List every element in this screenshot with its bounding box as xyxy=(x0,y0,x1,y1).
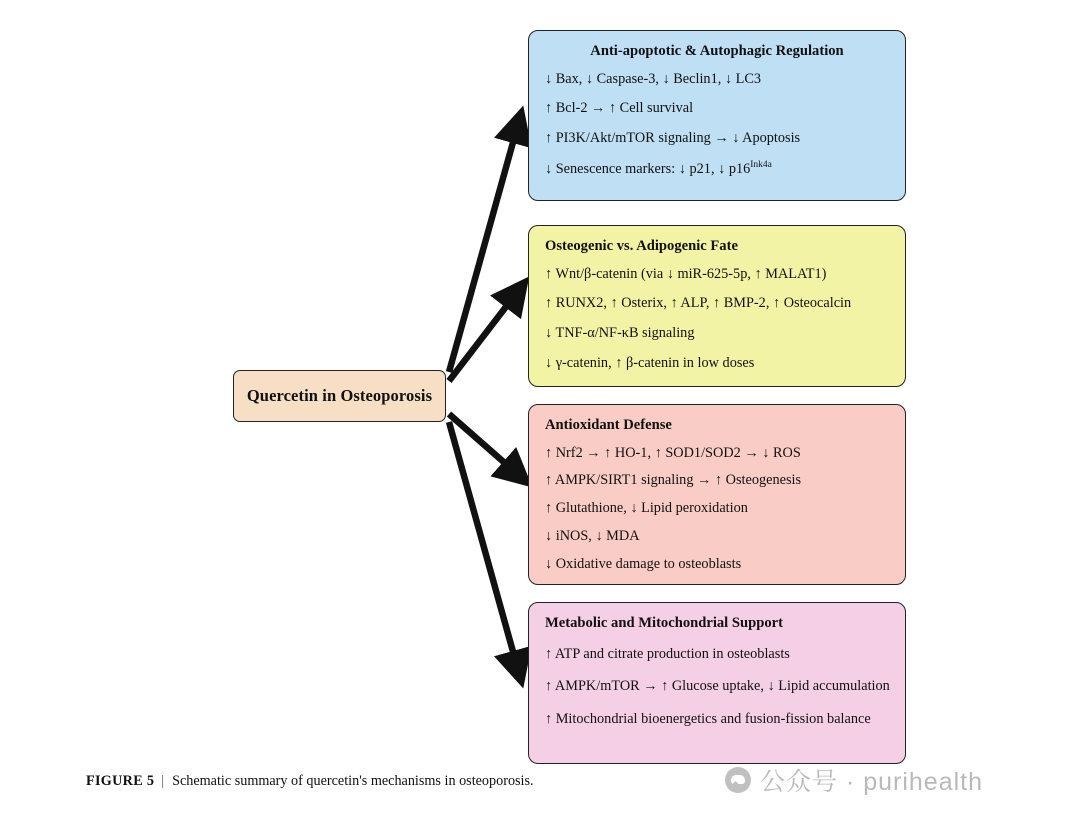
figure-caption xyxy=(86,773,534,790)
panel-line: ↓ Oxidative damage to osteoblasts xyxy=(545,555,742,572)
panel-line: ↑ ATP and citrate production in osteoblasts xyxy=(545,645,790,662)
panel-osteogenic-adipogenic[interactable] xyxy=(528,225,906,387)
panel-line: ↓ iNOS, ↓ MDA xyxy=(545,528,640,545)
panel-line: ↑ AMPK/SIRT1 signaling → ↑ Osteogenesis xyxy=(545,472,802,489)
arrow-to-osteogenic-adipogenic xyxy=(449,295,515,381)
panel-title: Osteogenic vs. Adipogenic Fate xyxy=(545,238,738,254)
figure-caption-label: FIGURE 5 xyxy=(86,773,155,789)
panel-line: ↓ Bax, ↓ Caspase-3, ↓ Beclin1, ↓ LC3 xyxy=(545,70,762,87)
panel-line: ↑ Glutathione, ↓ Lipid peroxidation xyxy=(545,500,748,517)
panel-line: ↑ PI3K/Akt/mTOR signaling → ↓ Apoptosis xyxy=(545,130,801,147)
panel-line: ↑ Bcl-2 → ↑ Cell survival xyxy=(545,100,694,117)
panel-line: ↑ RUNX2, ↑ Osterix, ↑ ALP, ↑ BMP-2, ↑ Osteocalcin xyxy=(545,295,852,312)
panel-line xyxy=(545,159,889,179)
arrow-to-antioxidant-defense xyxy=(449,414,515,472)
panel-line: ↓ γ-catenin, ↑ β-catenin in low doses xyxy=(545,355,755,372)
panel-line-superscript: Ink4a xyxy=(750,160,772,171)
arrow-to-anti-apoptotic xyxy=(449,128,517,372)
wechat-badge-icon xyxy=(725,767,751,793)
figure-caption-text: Schematic summary of quercetin's mechanisms in osteoporosis. xyxy=(172,773,534,789)
panel-line-text: ↓ Senescence markers: ↓ p21, ↓ p16 xyxy=(545,160,751,177)
panel-line: ↑ AMPK/mTOR → ↑ Glucose uptake, ↓ Lipid accumulation xyxy=(545,678,890,695)
panel-title: Anti-apoptotic & Autophagic Regulation xyxy=(590,43,844,59)
panel-line: ↑ Wnt/β-catenin (via ↓ miR-625-5p, ↑ MALAT1) xyxy=(545,265,827,282)
center-node[interactable] xyxy=(233,370,446,422)
panel-title: Metabolic and Mitochondrial Support xyxy=(545,615,783,631)
panel-line: ↑ Nrf2 → ↑ HO-1, ↑ SOD1/SOD2 → ↓ ROS xyxy=(545,444,801,461)
arrow-to-metabolic-mitochondrial xyxy=(449,422,517,666)
panel-metabolic-mitochondrial[interactable] xyxy=(528,602,906,764)
panel-line: ↓ TNF-α/NF-κB signaling xyxy=(545,325,695,342)
panel-anti-apoptotic[interactable] xyxy=(528,30,906,201)
figure-caption-separator: | xyxy=(161,773,165,789)
center-node-label: Quercetin in Osteoporosis xyxy=(246,386,433,405)
panel-line: ↑ Mitochondrial bioenergetics and fusion-fission balance xyxy=(545,711,871,728)
watermark xyxy=(725,762,983,798)
watermark-text: 公众号 · purihealth xyxy=(760,768,984,796)
panel-title: Antioxidant Defense xyxy=(545,417,672,433)
panel-antioxidant-defense[interactable] xyxy=(528,404,906,585)
